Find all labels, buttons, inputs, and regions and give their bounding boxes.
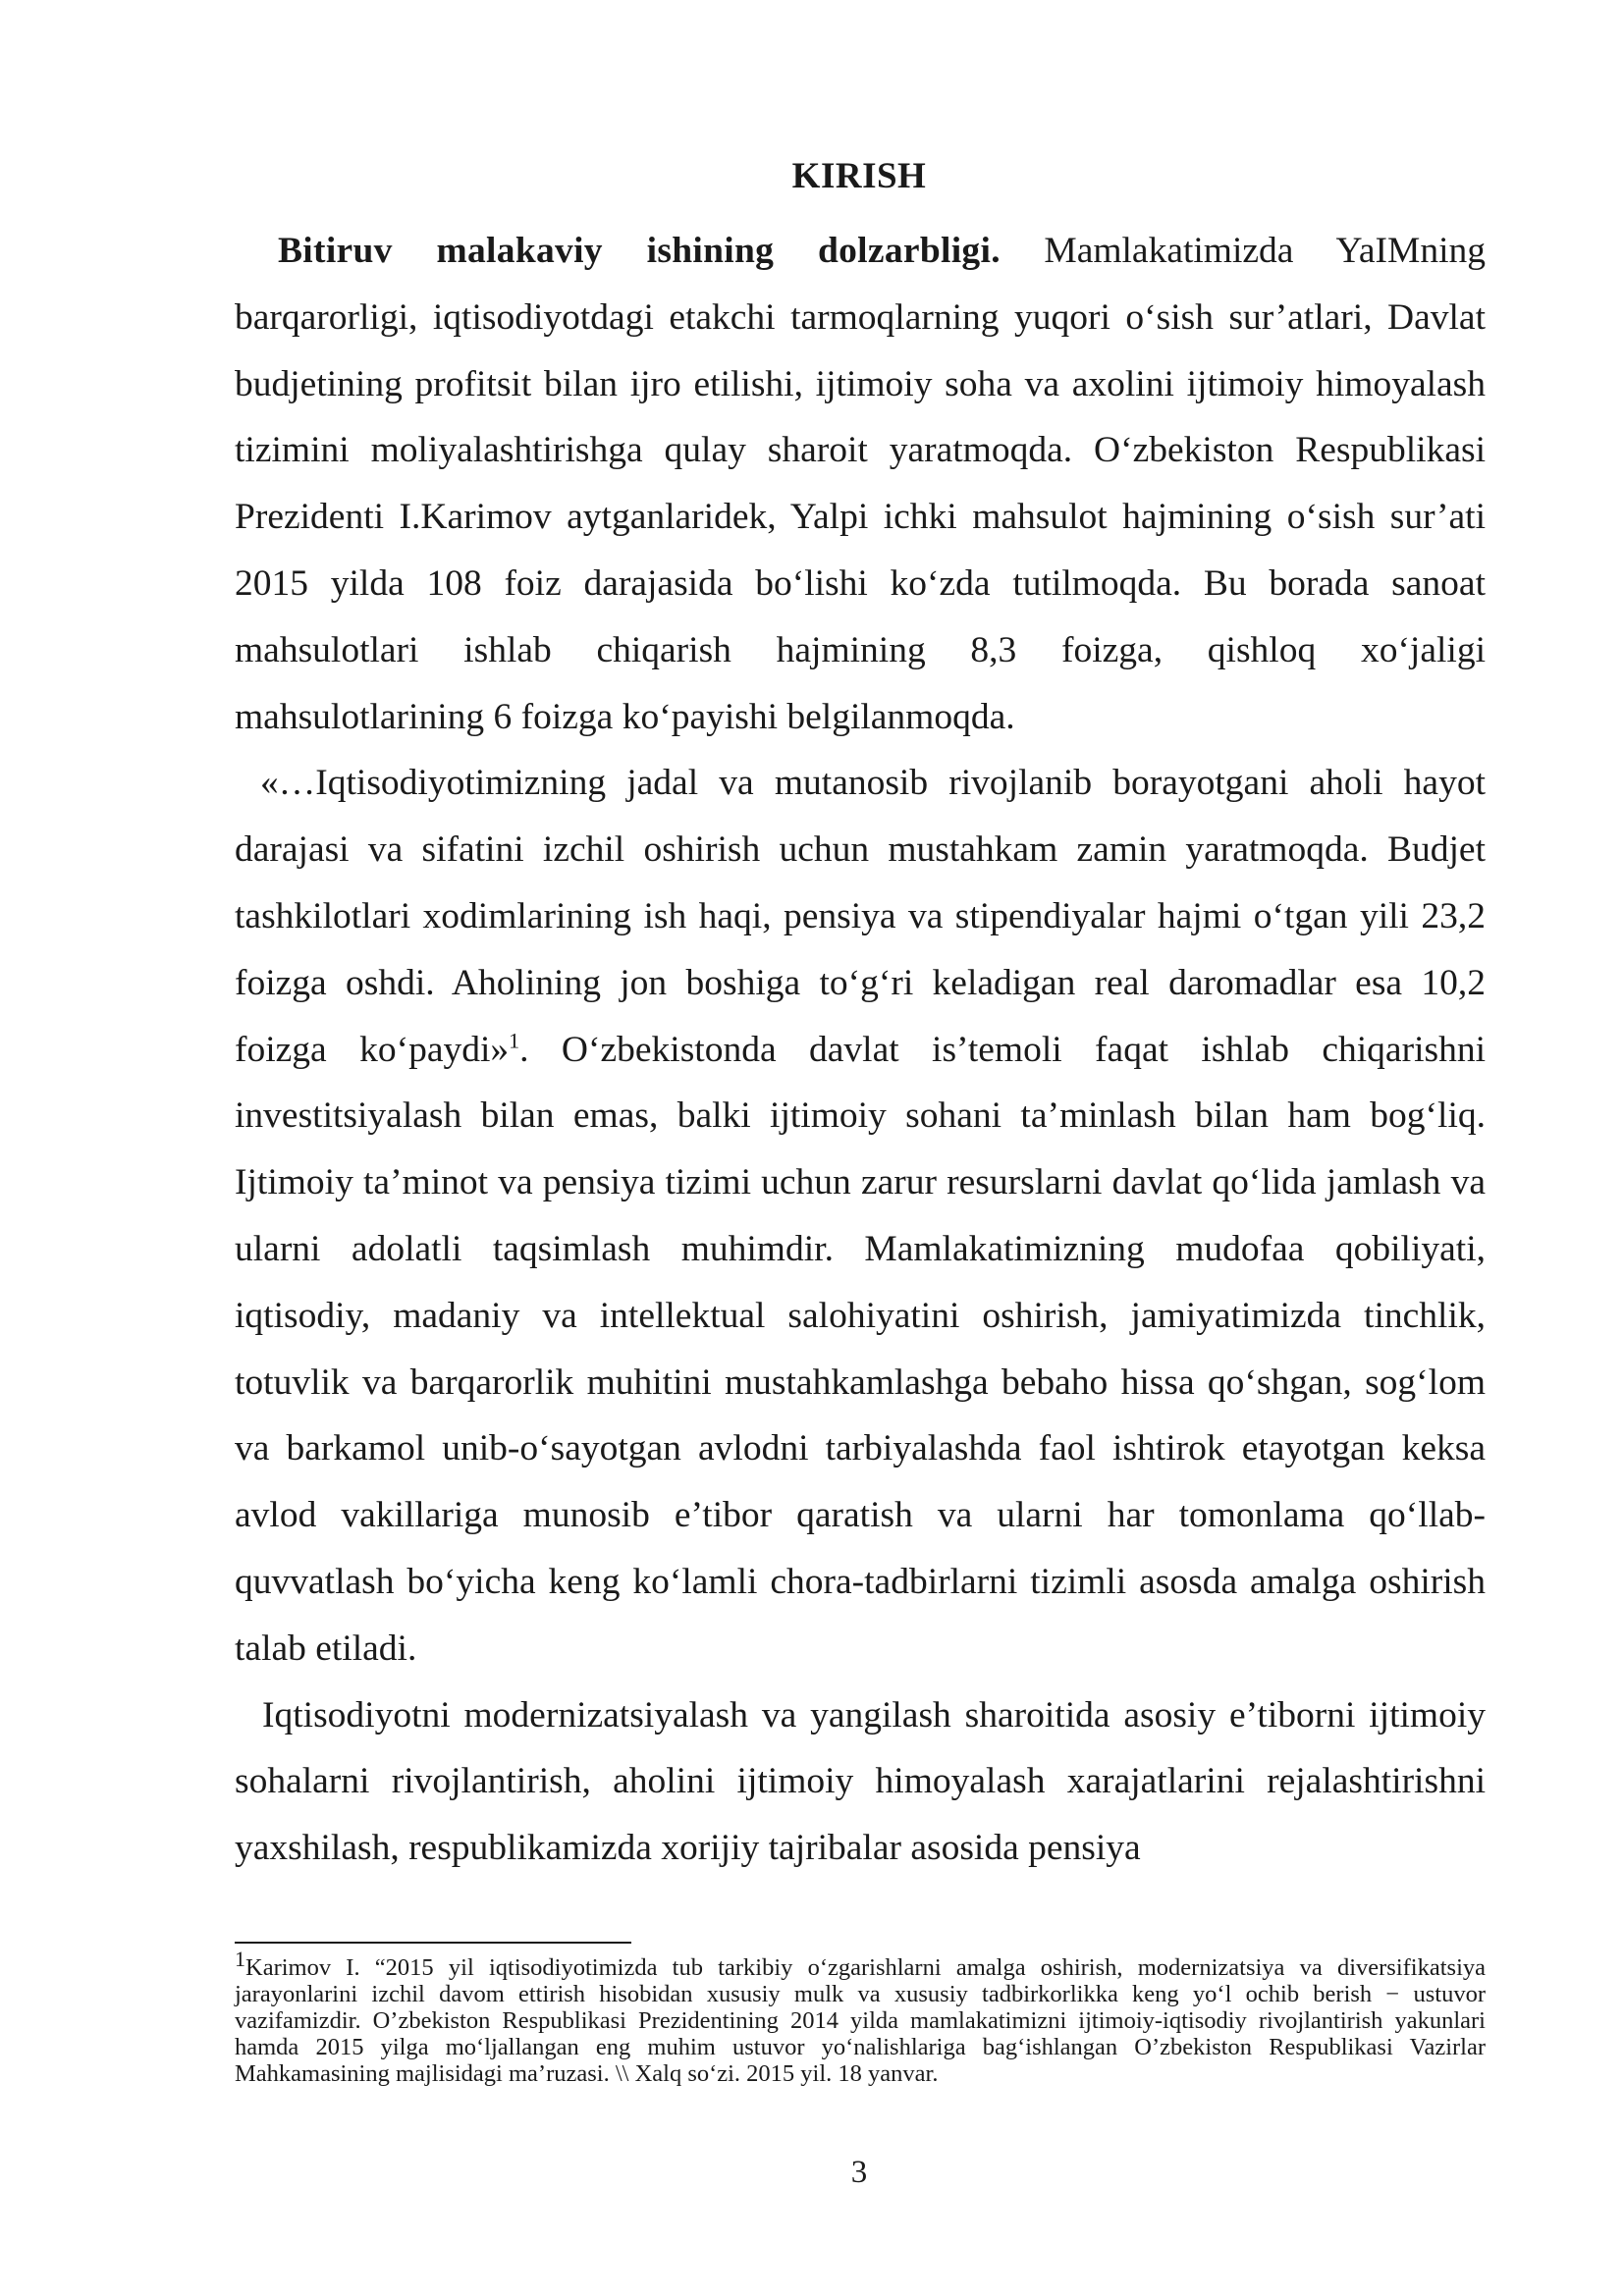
paragraph-modernization [235,1682,1486,1882]
quote-text: «…Iqtisodiyotimizning jadal va mutanosib rivojlanib borayotgani aholi hayot darajasi va sifatini izchil oshirish uchun mustahkam zamin yaratmoqda. Budjet tashkilotlari xodimlarining ish haqi, pensiya va stipendiyalar hajmi o‘tgan yili 23,2 foizga oshdi. Aholining jon boshiga to‘g‘ri keladigan real daromadlar esa 10,2 foizga ko‘paydi» [235,763,1486,1070]
footnote-marker: 1 [235,1946,245,1971]
footnote [235,1946,1486,2087]
footnote-separator [235,1942,631,1944]
main-text [235,218,1486,1882]
paragraph-relevance [235,218,1486,750]
footnote-text: Karimov I. “2015 yil iqtisodiyotimizda tub tarkibiy o‘zgarishlarni amalga oshirish, modernizatsiya va diversifikatsiya jarayonlarini izchil davom ettirish hisobidan xususiy mulk va xususiy tadbirkorlikka keng yo‘l ochib berish − ustuvor vazifamizdir. O’zbekiston Respublikasi Prezidentining 2014 yilda mamlakatimizni ijtimoiy-iqtisodiy rivojlantirish yakunlari hamda 2015 yilga mo‘ljallangan eng muhim ustuvor yo‘nalishlariga bag‘ishlangan O’zbekiston Respublikasi Vazirlar Mahkamasining majlisidagi ma’ruzasi. \\ Xalq so‘zi. 2015 yil. 18 yanvar. [235,1954,1486,2087]
relevance-lead: Bitiruv malakaviy ishining dolzarbligi. [278,231,1001,271]
page-number: 3 [850,2155,868,2190]
quote-continuation: . O‘zbekistonda davlat is’temoli faqat ishlab chiqarishni investitsiyalash bilan emas, balki ijtimoiy sohani ta’minlash bilan ham bog‘liq. Ijtimoiy ta’minot va pensiya tizimi uchun zarur resurslarni davlat qo‘lida jamlash va ularni adolatli taqsimlash muhimdir. Mamlakatimizning mudofaa qobiliyati, iqtisodiy, madaniy va intellektual salohiyatini oshirish, jamiyatimizda tinchlik, totuvlik va barqarorlik muhitini mustahkamlashga bebaho hissa qo‘shgan, sog‘lom va barkamol unib-o‘sayotgan avlodni tarbiyalashda faol ishtirok etayotgan keksa avlod vakillariga munosib e’tibor qaratish va ularni har tomonlama qo‘llab-quvvatlash bo‘yicha keng ko‘lamli chora-tadbirlarni tizimli asosda amalga oshirish talab etiladi. [235,1029,1486,1669]
modernization-text: Iqtisodiyotni modernizatsiyalash va yangilash sharoitida asosiy e’tiborni ijtimoiy sohalarni rivojlantirish, aholini ijtimoiy himoyalash xarajatlarini rejalashtirishni yaxshilash, respublikamizda xorijiy tajribalar asosida pensiya [235,1694,1486,1869]
page-title: KIRISH [791,156,927,196]
relevance-text: Mamlakatimizda YaIMning barqarorligi, iqtisodiyotdagi etakchi tarmoqlarning yuqori o‘sish sur’atlari, Davlat budjetining profitsit bilan ijro etilishi, ijtimoiy soha va axolini ijtimoiy himoyalash tizimini moliyalashtirishga qulay sharoit yaratmoqda. O‘zbekiston Respublikasi Prezidenti I.Karimov aytganlaridek, Yalpi ichki mahsulot hajmining o‘sish sur’ati 2015 yilda 108 foiz darajasida bo‘lishi ko‘zda tutilmoqda. Bu borada sanoat mahsulotlari ishlab chiqarish hajmining 8,3 foizga, qishloq xo‘jaligi mahsulotlarining 6 foizga ko‘payishi belgilanmoqda. [235,231,1486,737]
paragraph-quote [235,750,1486,1682]
footnote-reference[interactable]: 1 [509,1028,520,1053]
